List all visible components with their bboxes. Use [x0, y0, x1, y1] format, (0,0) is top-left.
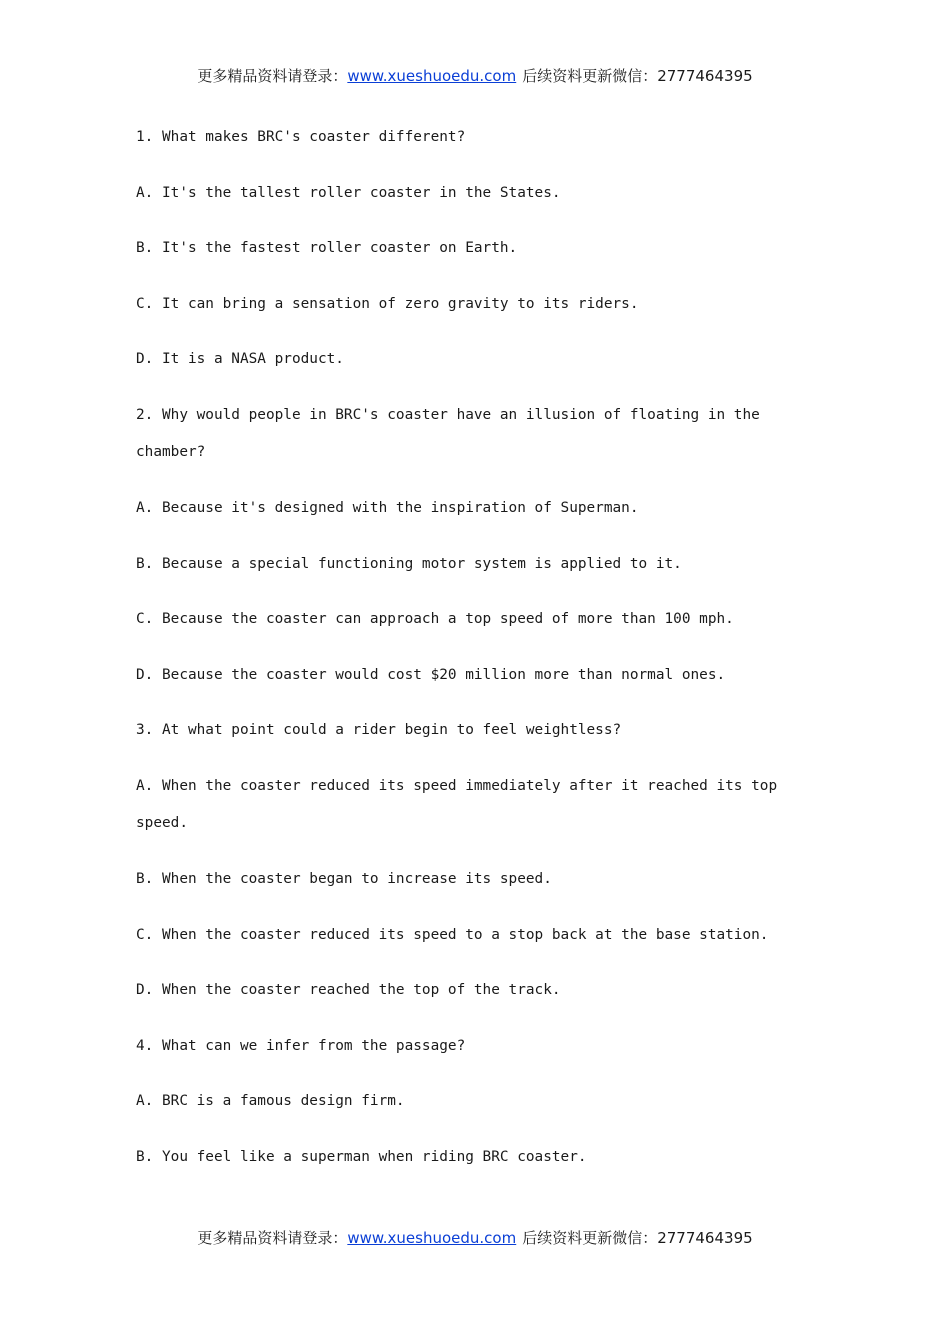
question-2-option-c: C. Because the coaster can approach a top speed of more than 100 mph.	[136, 611, 734, 627]
question-3-option-b: B. When the coaster began to increase its speed.	[136, 871, 552, 887]
footer-banner	[0, 1228, 950, 1248]
banner-prefix: 更多精品资料请登录：	[197, 67, 348, 85]
question-3-stem: 3. At what point could a rider begin to feel weightless?	[136, 722, 622, 738]
website-link[interactable]: www.xueshuoedu.com	[347, 1229, 517, 1247]
question-3-option-a: A. When the coaster reduced its speed immediately after it reached its top	[136, 778, 778, 794]
question-1-option-a: A. It's the tallest roller coaster in the States.	[136, 185, 561, 201]
question-3-option-a-cont: speed.	[136, 815, 188, 831]
question-2-option-b: B. Because a special functioning motor system is applied to it.	[136, 556, 682, 572]
question-4-option-a: A. BRC is a famous design firm.	[136, 1093, 405, 1109]
banner-prefix: 更多精品资料请登录：	[197, 1229, 348, 1247]
website-link[interactable]: www.xueshuoedu.com	[347, 67, 517, 85]
question-2-stem-cont: chamber?	[136, 444, 206, 460]
banner-suffix: 后续资料更新微信：2777464395	[522, 67, 753, 85]
question-4-option-b: B. You feel like a superman when riding BRC coaster.	[136, 1149, 587, 1165]
question-1-option-b: B. It's the fastest roller coaster on Earth.	[136, 240, 518, 256]
question-3-option-c: C. When the coaster reduced its speed to a stop back at the base station.	[136, 927, 769, 943]
banner-suffix: 后续资料更新微信：2777464395	[522, 1229, 753, 1247]
question-2-option-a: A. Because it's designed with the inspiration of Superman.	[136, 500, 639, 516]
question-4-stem: 4. What can we infer from the passage?	[136, 1038, 466, 1054]
question-3-option-d: D. When the coaster reached the top of the track.	[136, 982, 561, 998]
question-2-stem: 2. Why would people in BRC's coaster have an illusion of floating in the	[136, 407, 760, 423]
question-1-option-d: D. It is a NASA product.	[136, 351, 344, 367]
question-1-stem: 1. What makes BRC's coaster different?	[136, 129, 466, 145]
question-1-option-c: C. It can bring a sensation of zero gravity to its riders.	[136, 296, 639, 312]
header-banner	[0, 66, 950, 86]
question-2-option-d: D. Because the coaster would cost $20 million more than normal ones.	[136, 667, 726, 683]
